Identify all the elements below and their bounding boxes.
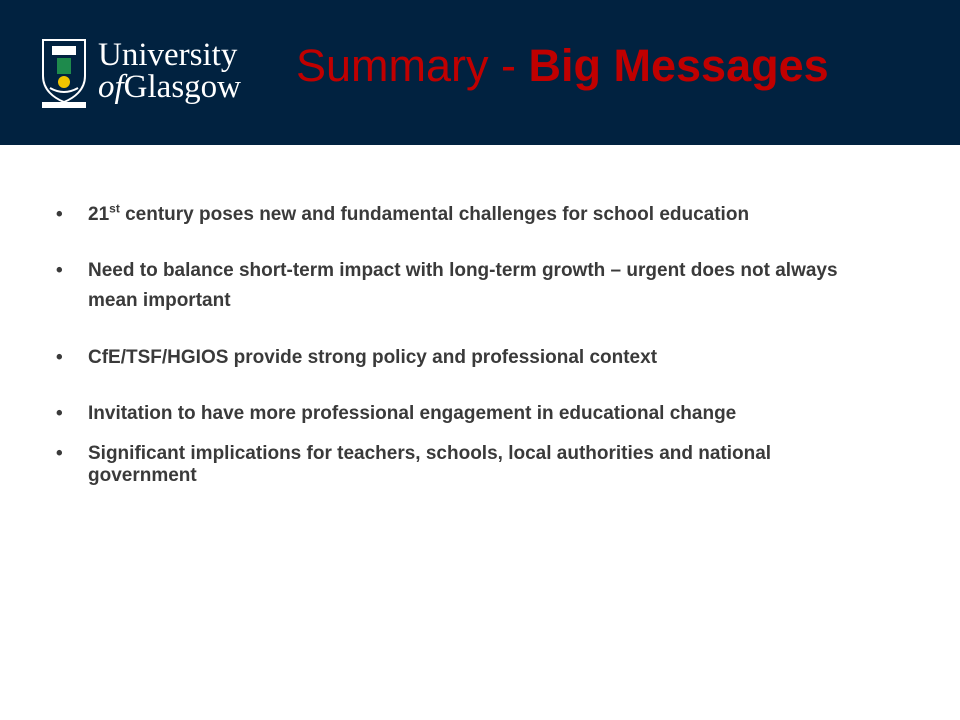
bullet-item-balance: • Need to balance short-term impact with long-term growth – urgent does not always mean important xyxy=(56,256,876,316)
bullet-item-implications: • Significant implications for teachers, schools, local authorities and national government xyxy=(56,443,876,487)
crest-icon xyxy=(40,38,88,108)
logo-text-university: University xyxy=(98,37,238,73)
university-logo xyxy=(40,38,254,108)
header-bar xyxy=(0,0,960,145)
title-bold: Big Messages xyxy=(528,40,829,91)
logo-text-glasgow: ofGlasgow xyxy=(98,69,241,105)
bullet-list xyxy=(56,200,876,487)
bullet-item-century: • 21st century poses new and fundamental challenges for school education xyxy=(56,200,876,230)
bullet-item-invitation: • Invitation to have more professional engagement in educational change xyxy=(56,399,876,429)
bullet-item-policy: • CfE/TSF/HGIOS provide strong policy and professional context xyxy=(56,343,876,373)
page-title xyxy=(296,38,829,94)
title-regular: Summary - xyxy=(296,40,529,91)
